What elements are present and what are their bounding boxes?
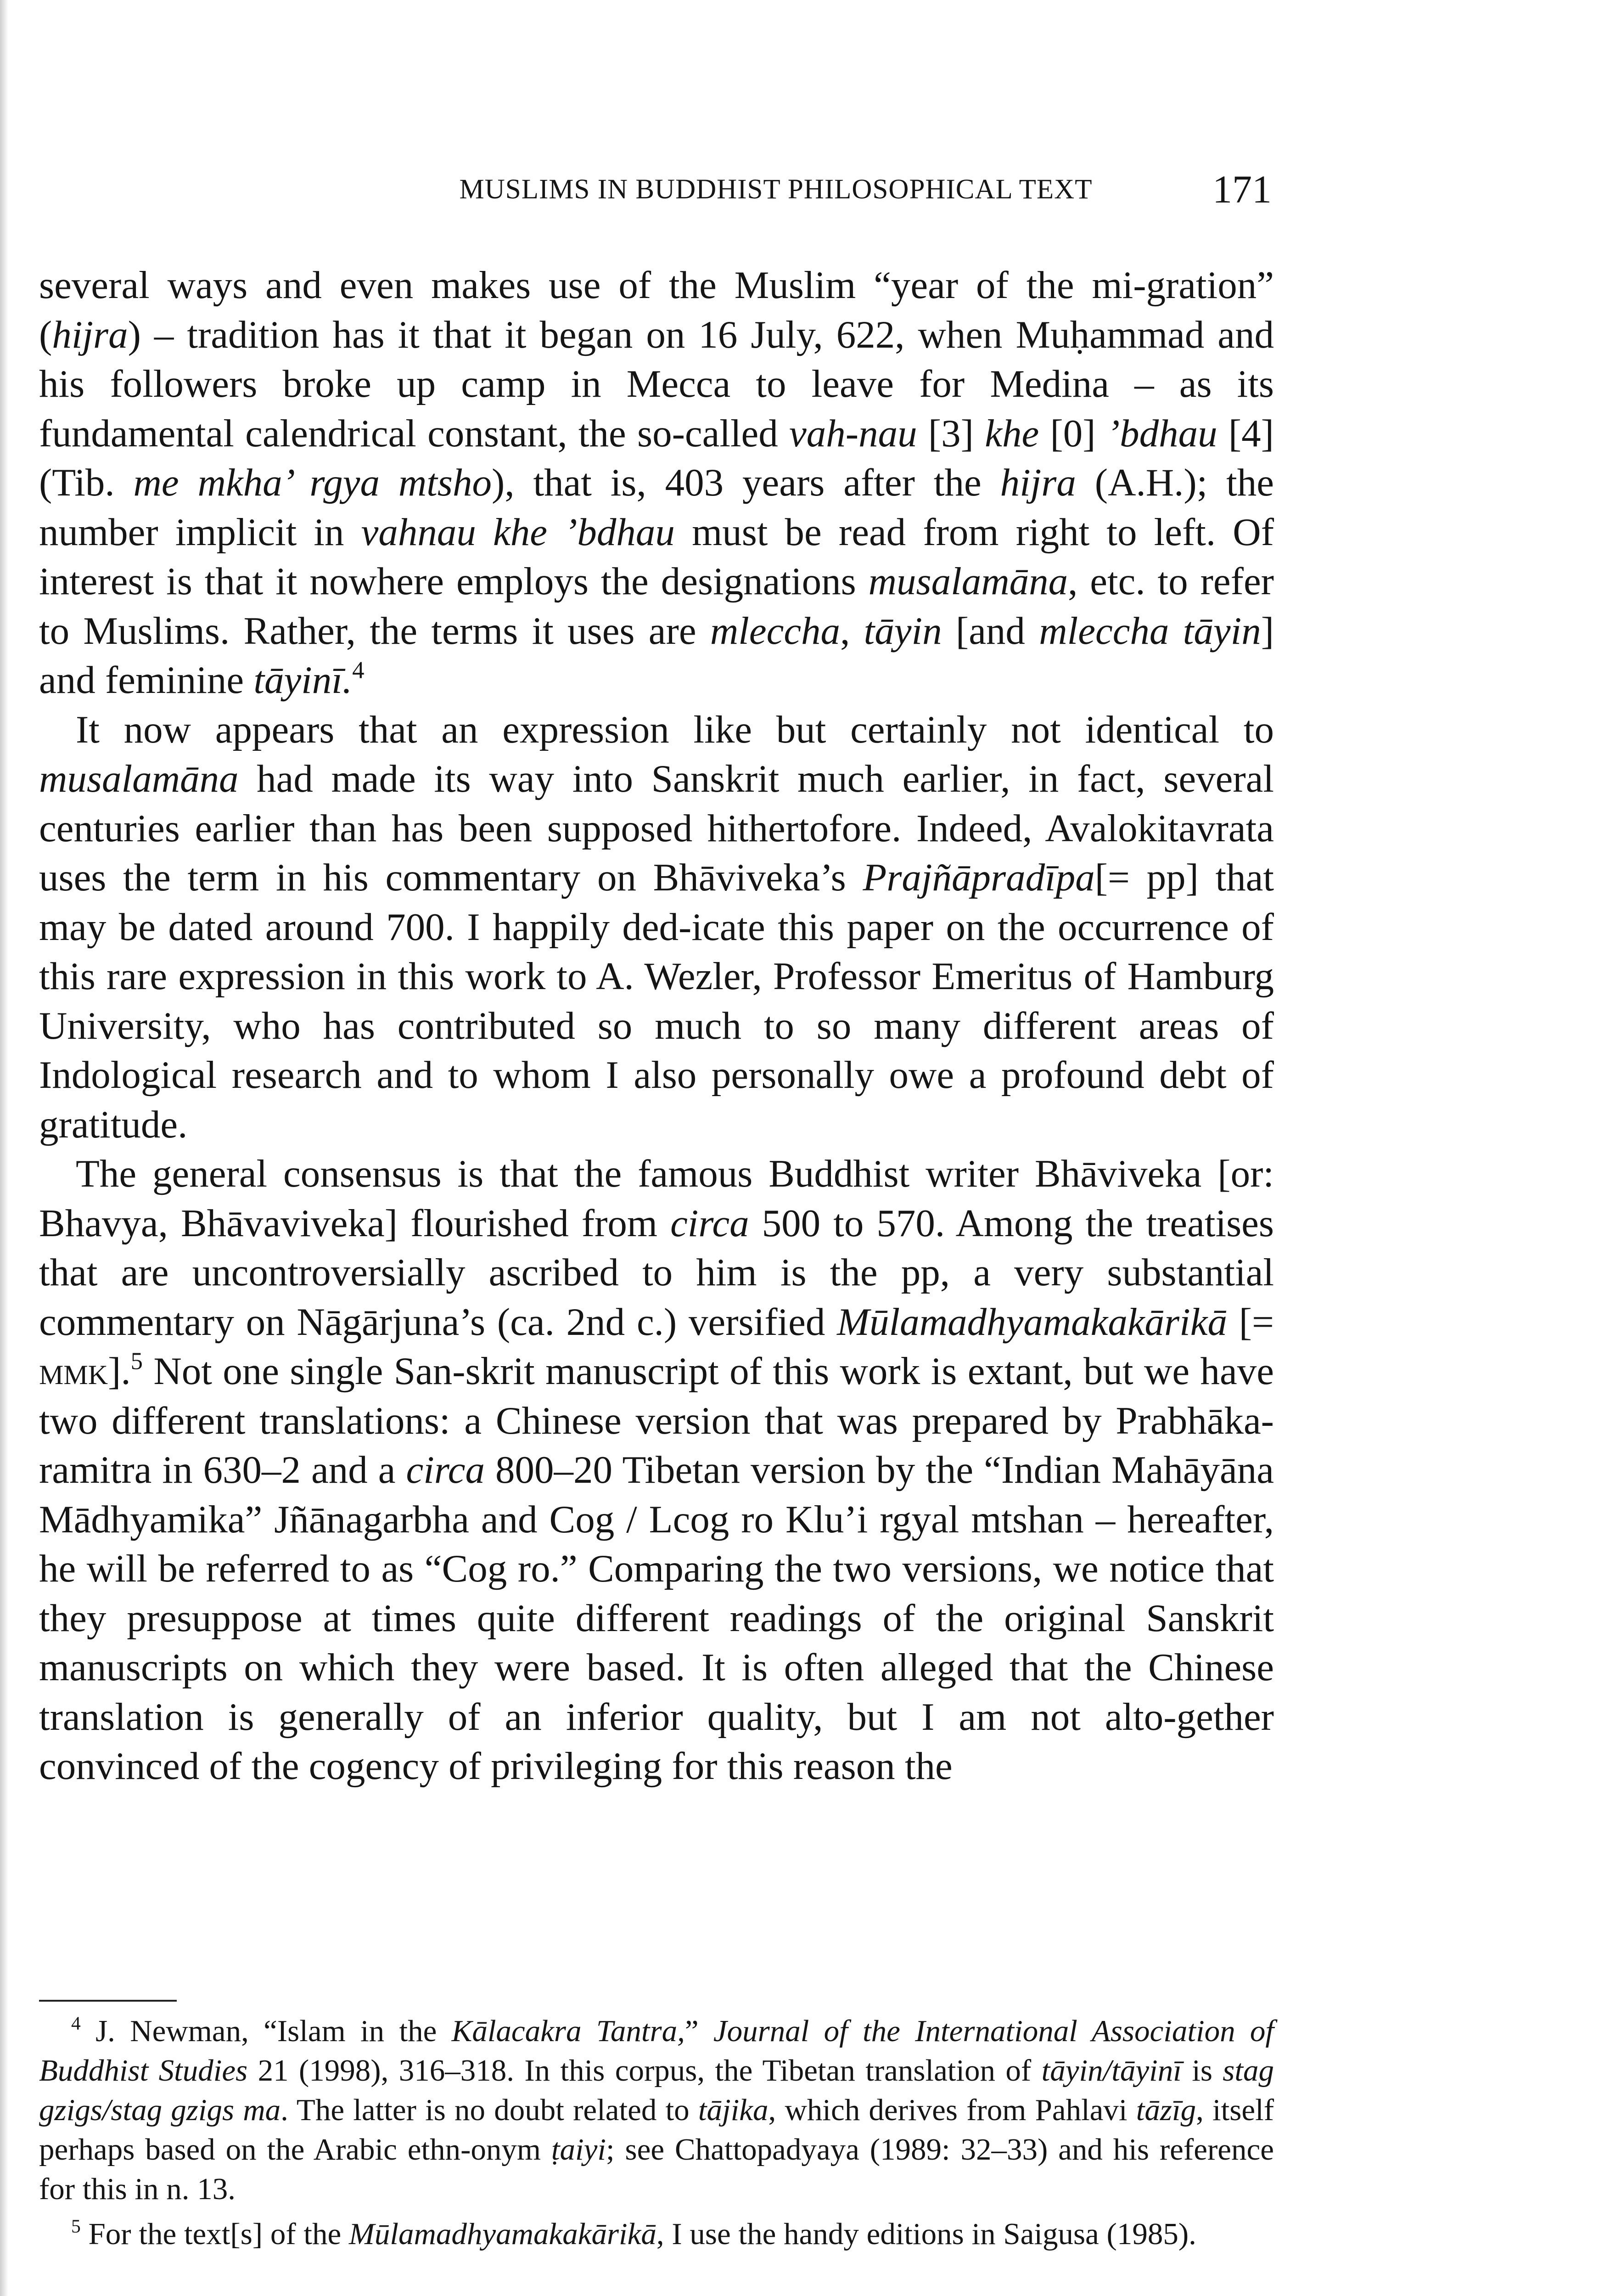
text: ) – tradition has it that it began on 16 July, 622, when Muḥammad and his followers broke up camp in Mecca to leave for Medina – as its fundamental calendrical constant, the so-called [39,313,1274,455]
text: [= pp] that may be dated around 700. I happily ded-icate this paper on the occurrence of this rare expression in this work to A. Wezler, Professor Emeritus of Hamburg University, who has contributed so much to so many different areas of Indological research and to whom I also personally owe a profound debt of gratitude. [39,856,1274,1146]
paragraph-3 [39,1149,1274,1791]
term-circa: circa [670,1201,749,1245]
text: [and [942,609,1039,653]
term-kalacakra: Kālacakra Tantra, [451,2014,685,2048]
text: ” [684,2014,713,2048]
text: . The latter is no doubt related to [280,2093,698,2127]
text: For the text[s] of the [80,2217,349,2251]
paragraph-2 [39,705,1274,1150]
footnote-rule [39,2000,177,2002]
text: 21 (1998), 316–318. In this corpus, the Tibetan translation of [247,2054,1042,2088]
text: [4] (Tib. [39,411,1274,504]
text: must be read from right to left. Of interest is that it nowhere employs the designations [39,510,1274,603]
footnote-ref-4[interactable]: 4 [352,657,365,684]
text: , [840,609,864,653]
footnote-number: 4 [71,2012,81,2034]
footnotes [39,2011,1274,2259]
term-bdhau: ’bdhau [1106,411,1217,455]
term-tazig: tāzīg [1136,2093,1196,2127]
text: had made its way into Sanskrit much earlier, in fact, several centuries earlier than has been supposed hithertofore. Indeed, Avalokitavrata uses the term in his commentary on Bhāviveka’s [39,757,1274,899]
term-tibetan: me mkha’ rgya mtsho [133,461,492,504]
text: J. Newman, “Islam in the [80,2014,452,2048]
term-mleccha: mleccha [710,609,841,653]
text: , which derives from Pahlavi [768,2093,1136,2127]
text: (A.H.); the number implicit in [39,461,1274,554]
term-circa: circa [406,1448,485,1491]
text: ]. [108,1350,131,1393]
text: , etc. to refer to Muslims. Rather, the terms it uses are [39,560,1274,653]
term-tayin: tāyin [864,609,942,653]
footnote-number: 5 [71,2215,81,2237]
term-musalamana: musalamāna [868,560,1068,603]
paragraph-1 [39,261,1274,705]
scan-edge [0,0,8,2296]
text: It now appears that an expression like but certainly not identical to [76,708,1274,751]
text: , itself perhaps based on the Arabic ethn-onym [39,2093,1274,2167]
text: 800–20 Tibetan version by the “Indian Mahāyāna Mādhyamika” Jñānagarbha and Cog / Lcog ro Klu’i rgyal mtshan – hereafter, he will be referred to as “Cog ro.” Comparing the two versions, we notice that they presuppose at times quite different readings of the original Sanskrit manuscripts on which they were based. It is often alleged that the Chinese translation is generally of an inferior quality, but I am not alto-gether convinced of the cogency of privileging for this reason the [39,1448,1274,1788]
term-khe: khe [985,411,1039,455]
text: [= [1227,1300,1274,1344]
running-head: MUSLIMS IN BUDDHIST PHILOSOPHICAL TEXT [459,174,1093,205]
text: Not one single San-skrit manuscript of this work is extant, but we have two different translations: a Chinese version that was prepared by Prabhāka-ramitra in 630–2 and a [39,1350,1274,1491]
footnote-5 [39,2214,1274,2254]
text: ; see Chattopadyaya (1989: 32–33) and his reference for this in n. 13. [39,2133,1274,2206]
footnote-4 [39,2011,1274,2209]
text: several ways and even makes use of the Muslim “year of the mi-gration” ( [39,264,1274,356]
text: , I use the handy editions in Saigusa (1985). [656,2217,1196,2251]
text: The general consensus is that the famous Buddhist writer Bhāviveka [or: Bhavya, Bhāvaviveka] flourished from [39,1152,1274,1245]
term-tayin: tāyin/tāyinī [1041,2054,1182,2088]
text: 500 to 570. Among the treatises that are uncontroversially ascribed to him is the pp, a very substantial commentary on Nāgārjuna’s (ca. 2nd c.) versified [39,1201,1274,1344]
term-mulamadhyamakakarika: Mūlamadhyamakakārikā [349,2217,656,2251]
text: ), that is, 403 years after the [492,461,1000,504]
text: is [1181,2054,1223,2088]
term-musalamana: musalamāna [39,757,239,800]
footnote-ref-5[interactable]: 5 [130,1348,143,1375]
body-text [39,261,1274,1791]
page-number: 171 [1212,167,1272,211]
term-tayini: tāyinī. [253,658,353,702]
text: ] and feminine [39,609,1274,702]
text: [0] [1039,411,1107,455]
term-vahnau: vah-nau [789,411,917,455]
term-hijra: hijra [1000,461,1076,504]
term-vahnau-phrase: vahnau khe ’bdhau [361,510,675,554]
term-mulamadhyamakakarika: Mūlamadhyamakakārikā [837,1300,1227,1344]
term-mleccha-tayin: mleccha tāyin [1039,609,1261,653]
term-taiyi: ṭaiyi [551,2133,606,2167]
term-stag-gzigs: stag gzigs/stag gzigs ma [39,2054,1274,2127]
term-prajnapradipa: Prajñāpradīpa [863,856,1095,899]
term-hijra: hijra [52,313,128,356]
abbrev-mmk: mmk [39,1350,108,1393]
text: [3] [917,411,985,455]
journal-title: Journal of the International Association of Buddhist Studies [39,2014,1274,2088]
term-tajika: tājika [698,2093,769,2127]
